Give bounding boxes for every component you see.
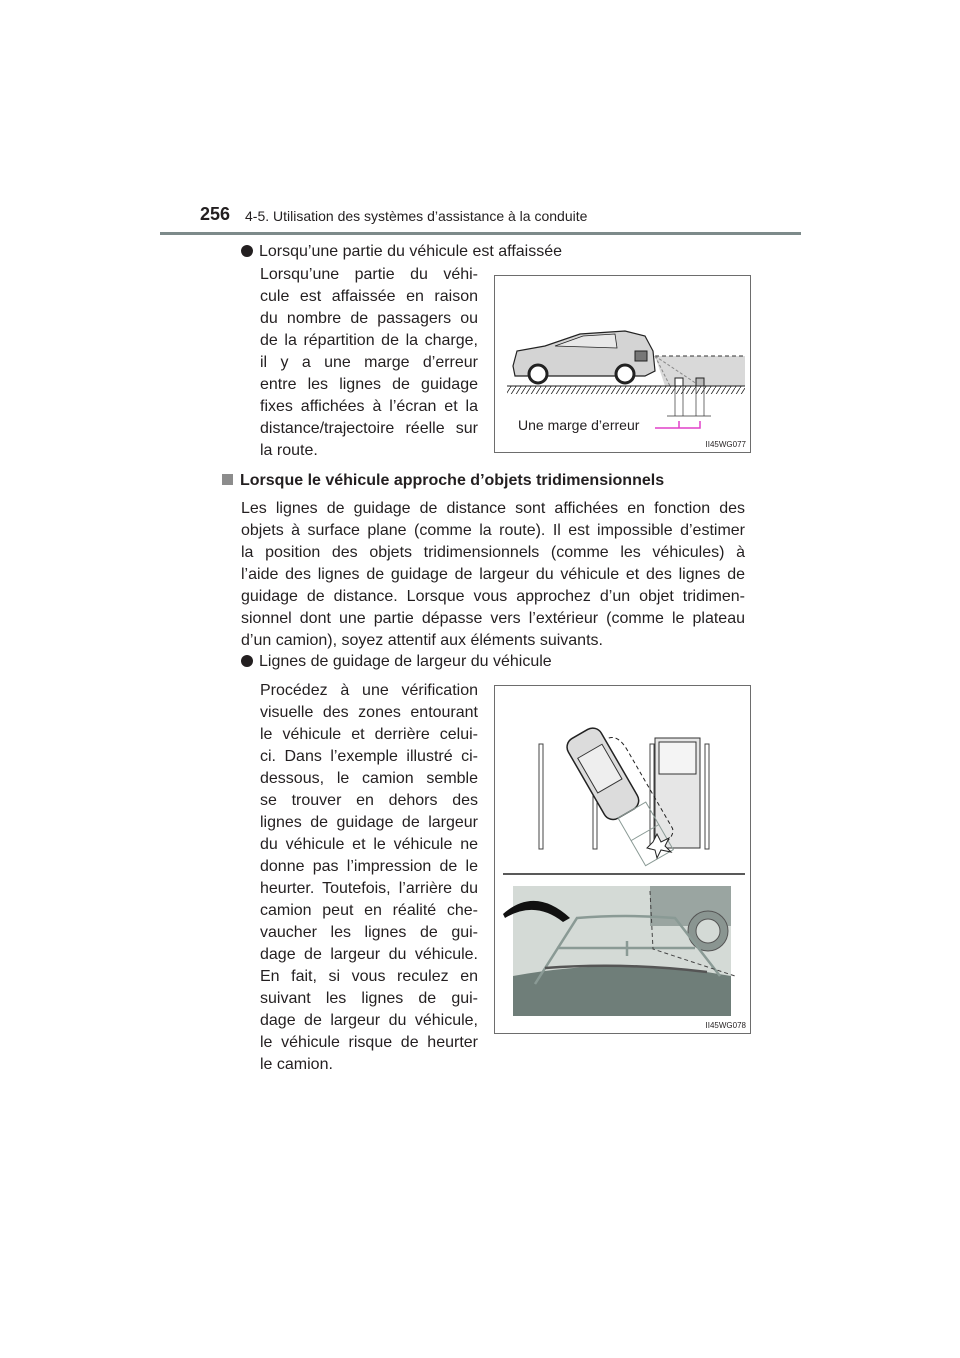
text-line: dage de largeur du véhicule, xyxy=(260,1012,478,1029)
bullet-icon xyxy=(241,245,253,257)
text-line: la position des objets tridimensionnels (comme les véhicules) à xyxy=(241,544,745,561)
text-line: de la répartition de la charge, xyxy=(260,332,478,349)
square-bullet-icon xyxy=(222,474,233,485)
text-line: ci. Dans l’exemple illustré ci- xyxy=(260,748,478,765)
text-line: le camion. xyxy=(260,1056,333,1073)
text-line: lignes de guidage de largeur xyxy=(260,814,478,831)
error-margin-label: Une marge d’erreur xyxy=(518,417,640,433)
text-line: l’aide des lignes de guidage de largeur du véhicule et des lignes de xyxy=(241,566,745,583)
text-line: distance/trajectoire réelle sur xyxy=(260,420,478,437)
text-line: visuelle des zones entourant xyxy=(260,704,478,721)
bullet-item xyxy=(241,653,552,671)
text-line: guidage de distance. Lorsque vous approchez d’un objet tridimen- xyxy=(241,588,745,605)
text-line: Procédez à une vérification xyxy=(260,682,478,699)
text-line: d’un camion), soyez attentif aux éléments suivants. xyxy=(241,632,603,649)
text-line: du véhicule et le véhicule ne xyxy=(260,836,478,853)
text-line: dage de largeur du véhicule. xyxy=(260,946,478,963)
page-number: 256 xyxy=(200,204,231,224)
text-line: camion peut en réalité che- xyxy=(260,902,478,919)
text-line: dessous, le camion semble xyxy=(260,770,478,787)
text-line: En fait, si vous reculez en xyxy=(260,968,478,985)
heading-text: Lorsque le véhicule approche d’objets tridimensionnels xyxy=(240,472,665,489)
truck-parking-illustration xyxy=(495,686,750,1033)
figure-truck-overlap xyxy=(494,685,751,1034)
text-line: donne pas l’impression de le xyxy=(260,858,478,875)
bullet-title: Lorsqu’une partie du véhicule est affaissée xyxy=(259,243,563,260)
text-line: du nombre de passagers ou xyxy=(260,310,478,327)
text-line: cule est affaissée en raison xyxy=(260,288,478,305)
figure-error-margin xyxy=(494,275,751,453)
text-line: le véhicule et derrière celui- xyxy=(260,726,478,743)
text-line: Les lignes de guidage de distance sont affichées en fonction des xyxy=(241,500,745,517)
paragraph-width-guides xyxy=(260,680,478,1076)
text-line: vaucher les lignes de gui- xyxy=(260,924,478,941)
text-line: heurter. Toutefois, l’arrière du xyxy=(260,880,478,897)
text-line: il y a une marge d’erreur xyxy=(260,354,478,371)
figure-id: II45WG077 xyxy=(705,440,746,449)
bullet-icon xyxy=(241,655,253,667)
figure-id: II45WG078 xyxy=(705,1021,746,1030)
text-line: se trouver en dehors des xyxy=(260,792,478,809)
text-line: fixes affichées à l’écran et la xyxy=(260,398,478,415)
paragraph-3d-objects xyxy=(241,498,745,652)
section-title: 4-5. Utilisation des systèmes d’assistance à la conduite xyxy=(245,208,588,224)
text-line: objets à surface plane (comme la route). Il est impossible d’estimer xyxy=(241,522,745,539)
text-line: la route. xyxy=(260,442,318,459)
paragraph-sagging xyxy=(260,264,478,462)
bullet-title: Lignes de guidage de largeur du véhicule xyxy=(259,653,552,670)
bullet-item xyxy=(241,243,562,261)
text-line: entre les lignes de guidage xyxy=(260,376,478,393)
text-line: suivant les lignes de gui- xyxy=(260,990,478,1007)
text-line: Lorsqu’une partie du véhi- xyxy=(260,266,478,283)
text-line: sionnel dont une partie dépasse vers l’extérieur (comme le plateau xyxy=(241,610,745,627)
section-heading xyxy=(222,472,664,490)
text-line: le véhicule risque de heurter xyxy=(260,1034,478,1051)
header-divider xyxy=(160,232,801,235)
